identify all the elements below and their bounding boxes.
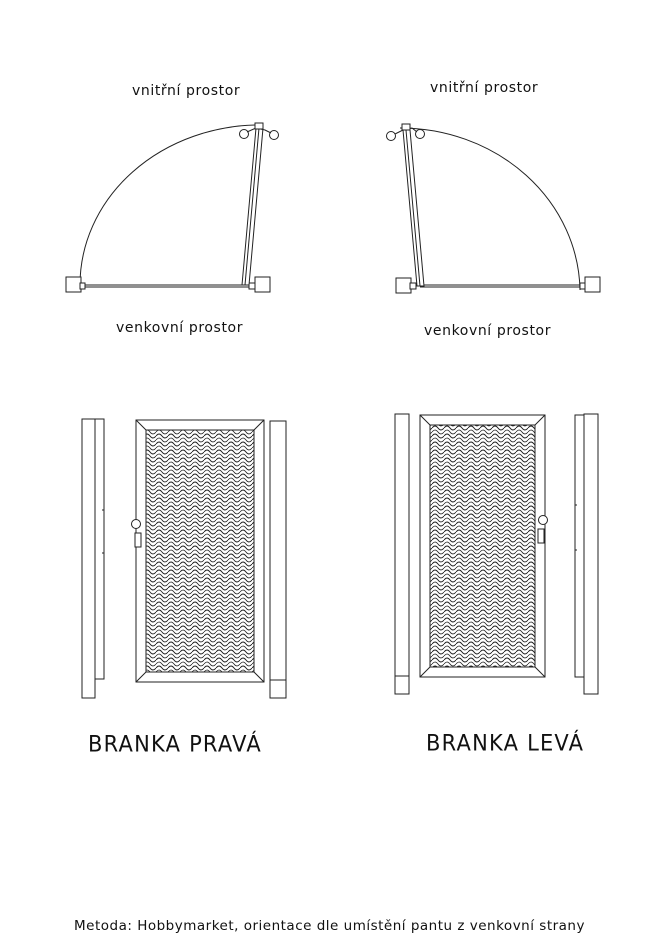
swing-arc — [400, 128, 580, 290]
post — [255, 277, 270, 292]
elevation-right — [82, 419, 286, 698]
plan-view-right — [66, 123, 279, 292]
post — [66, 277, 81, 292]
hinge-icon — [416, 130, 425, 139]
inside-space-label-left: vnitřní prostor — [430, 80, 539, 96]
outside-space-label-right: venkovní prostor — [116, 320, 244, 336]
hinge-icon — [270, 131, 279, 140]
lock-icon — [538, 529, 544, 543]
footer-note: Metoda: Hobbymarket, orientace dle umístění pantu z venkovní strany — [74, 918, 585, 934]
post — [396, 278, 411, 293]
post — [82, 419, 95, 698]
post — [584, 414, 598, 694]
title-gate-left: BRANKA LEVÁ — [426, 730, 585, 756]
hinge-icon — [387, 132, 396, 141]
title-gate-right: BRANKA PRAVÁ — [88, 731, 262, 757]
plan-view-left — [387, 124, 601, 293]
lock-icon — [135, 533, 141, 547]
handle-icon — [132, 520, 141, 529]
hinge-icon — [240, 130, 249, 139]
inside-space-label-right: vnitřní prostor — [132, 83, 241, 99]
outside-space-label-left: venkovní prostor — [424, 323, 552, 339]
handle-icon — [539, 516, 548, 525]
post — [395, 414, 409, 694]
elevation-left — [395, 414, 598, 694]
swing-arc — [80, 125, 260, 285]
post — [585, 277, 600, 292]
post — [270, 421, 286, 698]
